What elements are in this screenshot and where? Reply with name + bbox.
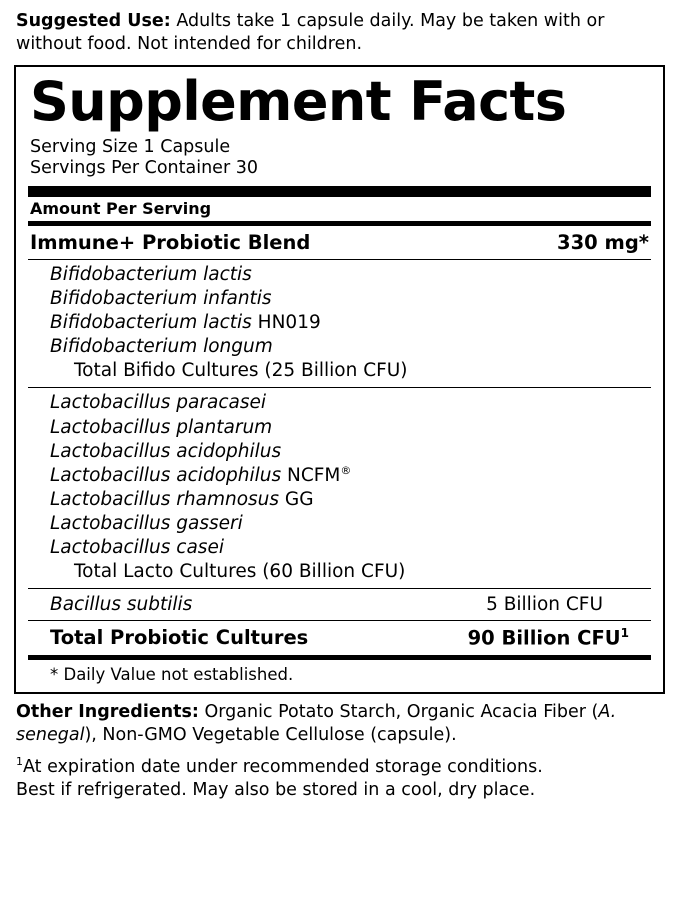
- suggested-use-label: Suggested Use:: [16, 11, 171, 31]
- ingredient-name: Lactobacillus rhamnosus: [50, 488, 280, 510]
- total-cultures-row: [28, 621, 651, 656]
- total-cultures-number: 90 Billion CFU: [467, 626, 621, 650]
- ingredient-strain: GG: [279, 488, 314, 510]
- ingredient-name: Lactobacillus acidophilus: [50, 464, 282, 486]
- ingredient-strain: NCFM: [281, 464, 341, 486]
- ingredient-strain: HN019: [251, 312, 321, 334]
- ingredient-name: Lactobacillus acidophilus: [50, 440, 282, 462]
- daily-value-footnote: * Daily Value not established.: [50, 665, 294, 685]
- expiry-note-line1: At expiration date under recommended storage conditions.: [23, 756, 543, 777]
- list-item: [50, 512, 651, 536]
- other-ingredients-part1: Organic Potato Starch, Organic Acacia Fiber (: [198, 702, 599, 723]
- bifido-total: Total Bifido Cultures (25 Billion CFU): [74, 360, 408, 382]
- amount-per-serving-header: Amount Per Serving: [30, 199, 212, 219]
- ingredient-name: Lactobacillus gasseri: [50, 512, 243, 534]
- ingredient-name: Lactobacillus paracasei: [50, 392, 266, 414]
- list-item: [50, 416, 651, 440]
- bacillus-name: Bacillus subtilis: [50, 593, 193, 615]
- ingredient-name: Lactobacillus casei: [50, 536, 224, 558]
- total-cultures-value: [468, 626, 629, 650]
- footnote-marker: 1: [620, 625, 629, 640]
- expiry-note-block: [16, 755, 665, 801]
- supplement-facts-panel: [14, 65, 665, 695]
- list-item: [50, 391, 651, 415]
- lacto-group: [28, 388, 651, 588]
- divider-thick-top: [28, 186, 651, 197]
- expiry-footnote-marker: 1: [16, 754, 23, 768]
- bacillus-value: 5 Billion CFU: [486, 593, 603, 615]
- expiry-note-line2: Best if refrigerated. May also be stored in a cool, dry place.: [16, 779, 536, 800]
- list-item: [50, 311, 651, 335]
- list-item: [50, 440, 651, 464]
- bacillus-row: [28, 589, 651, 620]
- ingredient-name: Bifidobacterium longum: [50, 336, 273, 358]
- list-item: [50, 488, 651, 512]
- serving-size: Serving Size 1 Capsule: [30, 136, 231, 157]
- bifido-group: [28, 260, 651, 387]
- other-ingredients-part2: ), Non-GMO Vegetable Cellulose (capsule).: [84, 725, 457, 746]
- ingredient-name: Bifidobacterium lactis: [50, 264, 252, 286]
- blend-row: [28, 226, 651, 259]
- lacto-total: Total Lacto Cultures (60 Billion CFU): [74, 560, 406, 582]
- ingredient-name: Lactobacillus plantarum: [50, 416, 273, 438]
- servings-per-container: Servings Per Container 30: [30, 157, 258, 178]
- list-item: [50, 263, 651, 287]
- list-item: [50, 335, 651, 359]
- other-ingredients-block: [16, 701, 665, 747]
- ingredient-name: Bifidobacterium lactis: [50, 312, 252, 334]
- divider-medium-bottom: [28, 655, 651, 660]
- registered-mark: ®: [340, 463, 352, 477]
- suggested-use-block: [16, 10, 665, 57]
- list-item: [50, 464, 651, 488]
- other-ingredients-label: Other Ingredients:: [16, 702, 199, 723]
- panel-title: Supplement Facts: [30, 69, 567, 133]
- total-cultures-label: Total Probiotic Cultures: [50, 626, 309, 650]
- blend-amount: 330 mg*: [557, 231, 649, 255]
- list-item: [50, 536, 651, 560]
- ingredient-name: Bifidobacterium infantis: [50, 288, 272, 310]
- list-item: [50, 287, 651, 311]
- blend-name: Immune+ Probiotic Blend: [30, 231, 311, 255]
- suggested-use-text: Adults take 1 capsule daily. May be taken with or without food. Not intended for children.: [16, 11, 605, 55]
- other-ingredients-italic: A. senegal: [16, 702, 617, 746]
